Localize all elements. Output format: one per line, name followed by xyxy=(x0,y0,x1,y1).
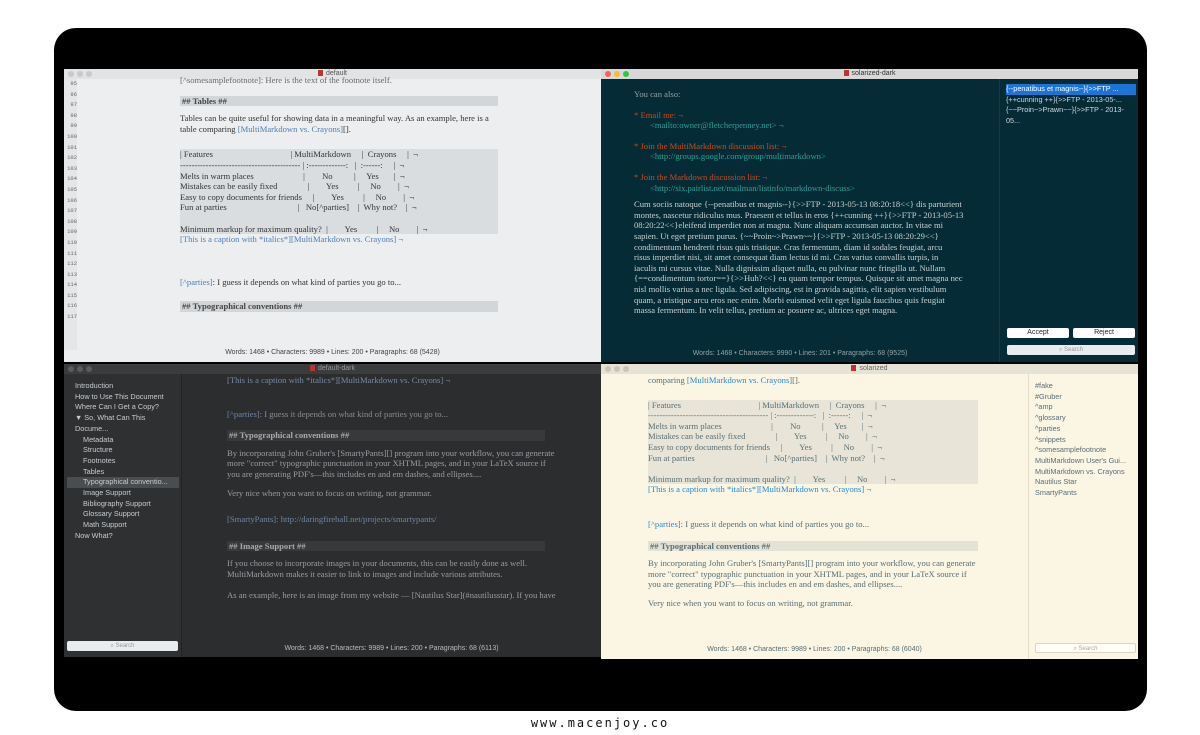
window-solarized-dark xyxy=(601,69,1138,362)
paragraph-line: you are generating PDF's—this includes en and em dashes, and ellipses.... xyxy=(227,468,482,479)
outline-item[interactable]: Typographical conventio... xyxy=(67,477,179,488)
window-controls[interactable] xyxy=(605,71,629,77)
footnote-line: [^parties]: I guess it depends on what kind of parties you go to... xyxy=(180,276,401,287)
zoom-icon[interactable] xyxy=(86,71,92,77)
paragraph-line: iaculis mi cursus vitae. Nulla dignissim aliquet nulla, eu pulvinar nunc fringilla ut. Nullam xyxy=(634,262,946,273)
critic-paragraph xyxy=(634,199,996,316)
line-number: 111 xyxy=(67,249,77,257)
outline-item[interactable]: How to Use This Document xyxy=(75,391,164,401)
changes-list[interactable] xyxy=(1006,84,1136,127)
paragraph-line: MultiMarkdown makes it easier to link to images and include various attributes. xyxy=(227,568,503,579)
outline-item[interactable]: ▼ So, What Can This Docume... xyxy=(75,413,146,433)
table-row: Minimum markup for maximum quality? | Yes | No | ¬ xyxy=(648,473,896,484)
heading-tables: ## Tables ## xyxy=(180,96,498,107)
minimize-icon[interactable] xyxy=(614,366,620,372)
titlebar-solarized-dark[interactable] xyxy=(601,69,1138,79)
outline-item[interactable]: Math Support xyxy=(83,520,127,530)
table-row: ------------------------------------------ | :-------------: | :------: | ¬ xyxy=(648,410,873,421)
footnote-definition: [^somesamplefootnote]: Here is the text of the footnote itself. xyxy=(180,75,392,85)
bullet-link[interactable]: <http://groups.google.com/group/multimarkdown> xyxy=(650,151,826,162)
search-field[interactable]: ⌕ Search xyxy=(1035,643,1136,653)
search-icon: ⌕ xyxy=(1073,646,1079,652)
tag-item[interactable]: Nautilus Star xyxy=(1035,477,1077,487)
tag-item[interactable]: ^amp xyxy=(1035,402,1053,412)
tag-item[interactable]: SmartyPants xyxy=(1035,488,1077,498)
bullet-spacer xyxy=(634,162,996,172)
paragraph-line: As an example, here is an image from my website — [Nautilus Star](#nautilusstar). If you have xyxy=(227,590,556,601)
status-bar: Words: 1468 • Characters: 9989 • Lines: 200 • Paragraphs: 68 (6040) xyxy=(707,646,922,653)
tag-item[interactable]: ^parties xyxy=(1035,423,1061,433)
paragraph-line: {==condimentum tortor==}{>>Huh?<<} eu quam tempor tempus. Quisque sit amet magna nec xyxy=(634,273,963,284)
tag-item[interactable]: ^snippets xyxy=(1035,434,1066,444)
status-bar: Words: 1468 • Characters: 9989 • Lines: 200 • Paragraphs: 68 (6113) xyxy=(284,645,499,652)
search-field[interactable]: ⌕ Search xyxy=(1007,345,1135,355)
footnote-line: [^parties]: I guess it depends on what kind of parties you go to... xyxy=(227,408,448,419)
window-controls[interactable] xyxy=(605,366,629,372)
titlebar-solarized[interactable] xyxy=(601,364,1138,374)
line-number: 114 xyxy=(67,281,77,289)
heading-typographical: ## Typographical conventions ## xyxy=(648,541,978,552)
window-controls[interactable] xyxy=(68,71,92,77)
line-number: 116 xyxy=(67,302,77,310)
line-number: 108 xyxy=(67,217,77,225)
tags-sidebar xyxy=(1028,374,1138,659)
close-icon[interactable] xyxy=(68,366,74,372)
line-number: 95 xyxy=(70,80,77,87)
zoom-icon[interactable] xyxy=(86,366,92,372)
paragraph-line: comparing [MultiMarkdown vs. Crayons][]. xyxy=(648,375,801,385)
paragraph-line: Cum sociis natoque {--penatibus et magnis--}{>>FTP - 2013-05-13 08:20:18<<} dis parturient xyxy=(634,199,962,210)
bullet-spacer xyxy=(634,131,996,141)
paragraph-line: condimentum hendrerit risus quis tristique. Cras fermentum, diam id sodales feugiat, arcu xyxy=(634,241,943,252)
table-row: Fun at parties | No[^parties] | Why not? | ¬ xyxy=(180,202,417,213)
footnote-line: [^parties]: I guess it depends on what kind of parties you go to... xyxy=(648,518,869,529)
paragraph-line: 08:20:22<<}eleifend imperdiet non at magna. Nunc aliquam accumsan auctor. In vitae mi xyxy=(634,220,944,231)
markdown-table xyxy=(180,149,498,234)
bullet-label: * Join the Markdown discussion list: ¬ xyxy=(634,171,768,182)
outline-item[interactable]: Tables xyxy=(83,466,105,476)
window-controls[interactable] xyxy=(68,366,92,372)
outline-item[interactable]: Introduction xyxy=(75,381,114,390)
editor-content[interactable] xyxy=(648,375,1028,609)
markdown-table xyxy=(648,400,978,485)
paragraph-line: quam, a tristique arcu eros nec enim. Morbi euismod velit eget ligula faucibus quis feugiat xyxy=(634,294,945,305)
tag-item[interactable]: MultiMarkdown User's Gui... xyxy=(1035,455,1127,465)
line-number: 99 xyxy=(70,122,77,130)
editor-content[interactable] xyxy=(180,75,598,312)
outline-item[interactable]: Glossary Support xyxy=(83,509,140,519)
outline-item[interactable]: Metadata xyxy=(83,434,114,444)
document-icon xyxy=(851,365,856,371)
footnote-link[interactable]: [^parties] xyxy=(180,276,213,287)
line-number: 113 xyxy=(67,270,77,278)
change-item[interactable]: {~~Proin~>Prawn~~}{>>FTP - 2013-05... xyxy=(1006,105,1124,126)
paragraph-line: table comparing [MultiMarkdown vs. Crayons][]. xyxy=(180,123,351,134)
outline-item[interactable]: Where Can I Get a Copy? xyxy=(75,402,159,412)
paragraph-line xyxy=(227,580,599,591)
line-number: 97 xyxy=(70,101,77,109)
paragraph xyxy=(227,448,599,480)
outline-list[interactable] xyxy=(67,381,179,542)
paragraph-line: If you choose to incorporate images in your documents, this can be easily done as well. xyxy=(227,558,527,569)
table-row: Mistakes can be easily fixed | Yes | No | ¬ xyxy=(648,431,877,442)
table-row: Fun at parties | No[^parties] | Why not? | ¬ xyxy=(648,452,885,463)
line-number: 98 xyxy=(70,111,77,119)
footnote-link[interactable]: [^parties] xyxy=(648,518,681,529)
link-reference: [SmartyPants]: http://daringfireball.net/projects/smartypants/ xyxy=(227,514,437,525)
link-text[interactable]: [MultiMarkdown vs. Crayons] xyxy=(237,123,344,134)
tag-item[interactable]: ^glossary xyxy=(1035,413,1066,423)
close-icon[interactable] xyxy=(68,71,74,77)
window-default-dark xyxy=(64,364,601,657)
footer-url: www.macenjoy.co xyxy=(530,716,670,730)
minimize-icon[interactable] xyxy=(614,71,620,77)
paragraph-line: Tables can be quite useful for showing data in a meaningful way. As an example, here is a xyxy=(180,113,489,124)
outline-item[interactable]: Image Support xyxy=(83,488,131,498)
heading-typographical: ## Typographical conventions ## xyxy=(227,430,545,441)
window-title: default xyxy=(325,70,348,77)
line-number: 104 xyxy=(67,175,77,183)
accept-button[interactable]: Accept xyxy=(1007,328,1069,338)
table-row: Easy to copy documents for friends | Yes | No | ¬ xyxy=(648,441,883,452)
window-solarized xyxy=(601,364,1138,659)
paragraph-line: more "correct" typographic punctuation in your XHTML pages, and in your LaTeX source if xyxy=(227,458,546,469)
paragraph-line: Very nice when you want to focus on writing, not grammar. xyxy=(648,597,853,608)
table-row: Minimum markup for maximum quality? | Yes | No | ¬ xyxy=(180,223,428,234)
line-number: 100 xyxy=(67,132,77,140)
window-title: default-dark xyxy=(318,365,355,372)
tags-list[interactable] xyxy=(1035,381,1137,499)
paragraph-line: more "correct" typographic punctuation in your XHTML pages, and in your LaTeX source if xyxy=(648,568,967,579)
table-caption: [This is a caption with *italics*][MultiMarkdown vs. Crayons] ¬ xyxy=(648,484,872,495)
outline-sidebar xyxy=(64,374,182,657)
table-row: Melts in warm places | No | Yes | ¬ xyxy=(180,170,405,181)
table-row: | Features | MultiMarkdown | Crayons | ¬ xyxy=(648,399,887,410)
reject-button[interactable]: Reject xyxy=(1073,328,1135,338)
search-icon: ⌕ xyxy=(1058,347,1064,353)
outline-item[interactable]: Now What? xyxy=(75,530,113,540)
bullet-label: * Join the MultiMarkdown discussion list: ¬ xyxy=(634,140,787,151)
line-number: 105 xyxy=(67,185,77,193)
tag-item[interactable]: MultiMarkdown vs. Crayons xyxy=(1035,466,1125,476)
link-text[interactable]: [MultiMarkdown vs. Crayons] xyxy=(686,375,793,385)
paragraph-line: montes, nascetur ridiculus mus. Praesent et tellus in eros {++cunning ++}{>>FTP - 2013-05-13 xyxy=(634,209,964,220)
line-number-gutter xyxy=(64,79,77,350)
document-icon xyxy=(310,365,315,371)
line-number: 106 xyxy=(67,196,77,204)
outline-item[interactable]: Structure xyxy=(83,445,113,455)
paragraph-line: risus imperdiet nisi, sit amet consequat diam lectus id mi. Cras varius convallis turpis, in xyxy=(634,252,939,263)
table-row xyxy=(648,463,978,474)
editor-content[interactable] xyxy=(227,375,599,601)
window-title: solarized-dark xyxy=(851,70,896,77)
table-row xyxy=(180,213,498,224)
editor-content[interactable] xyxy=(634,89,996,316)
heading-typographical: ## Typographical conventions ## xyxy=(180,301,498,312)
table-row: ------------------------------------------ | :-------------: | :------: | ¬ xyxy=(180,159,405,170)
table-row: Mistakes can be easily fixed | Yes | No | ¬ xyxy=(180,181,409,192)
paragraph-line: you are generating PDF's—this includes en and em dashes, and ellipses.... xyxy=(648,579,903,590)
paragraph-line: Very nice when you want to focus on writing, not grammar. xyxy=(227,487,432,498)
paragraph xyxy=(648,558,1028,590)
line-number: 101 xyxy=(67,143,77,151)
paragraph-line: By incorporating John Gruber's [SmartyPants][] program into your workflow, you can generate xyxy=(648,558,976,569)
line-number: 102 xyxy=(67,154,77,162)
bullet-link[interactable]: <mailto:owner@fletcherpenney.net> ¬ xyxy=(650,120,784,131)
tag-item[interactable]: ^somesamplefootnote xyxy=(1035,445,1107,455)
change-item[interactable]: {--penatibus et magnis--}{>>FTP ... xyxy=(1006,84,1136,95)
table-caption: [This is a caption with *italics*][MultiMarkdown vs. Crayons] ¬ xyxy=(227,375,451,385)
outline-item[interactable]: Bibliography Support xyxy=(83,498,151,508)
tag-item[interactable]: #fake xyxy=(1035,381,1053,390)
line-number: 117 xyxy=(67,313,77,321)
line-number: 107 xyxy=(67,207,77,215)
paragraph-line: sapien. Ut eget pretium purus. {~~Proin~>Prawn~~}{>>FTP - 2013-05-13 08:20:29<<} xyxy=(634,230,939,241)
search-field[interactable]: ⌕ Search xyxy=(67,641,178,651)
search-icon: ⌕ xyxy=(110,643,116,649)
document-icon xyxy=(844,70,849,76)
table-row: | Features | MultiMarkdown | Crayons | ¬ xyxy=(180,149,419,160)
table-caption: [This is a caption with *italics*][MultiMarkdown vs. Crayons] ¬ xyxy=(180,234,404,245)
paragraph-line: massa fermentum. In velit tellus, pretium ac posuere ac, ultrices eget magna. xyxy=(634,305,898,316)
footnote-link[interactable]: [^parties] xyxy=(227,408,260,419)
bullet-label: * Email me: ¬ xyxy=(634,109,683,120)
bullet-list xyxy=(634,100,996,194)
paragraph xyxy=(227,558,599,600)
line-number: 115 xyxy=(67,291,77,299)
paragraph-line: nisl mollis varius a nec ligula. Sed adipiscing, est in gravida sagittis, elit sapien vestibulum xyxy=(634,283,947,294)
changes-sidebar xyxy=(999,79,1138,362)
titlebar-default-dark[interactable] xyxy=(64,364,601,374)
minimize-icon[interactable] xyxy=(77,366,83,372)
bullet-spacer xyxy=(634,100,996,110)
paragraph-line: By incorporating John Gruber's [SmartyPants][] program into your workflow, you can generate xyxy=(227,447,555,458)
status-bar: Words: 1468 • Characters: 9990 • Lines: 201 • Paragraphs: 68 (9525) xyxy=(692,350,908,357)
window-default xyxy=(64,69,601,362)
zoom-icon[interactable] xyxy=(623,71,629,77)
paragraph-line: You can also: xyxy=(634,89,681,99)
outline-item[interactable]: Footnotes xyxy=(83,455,116,465)
table-row: Easy to copy documents for friends | Yes | No | ¬ xyxy=(180,191,415,202)
close-icon[interactable] xyxy=(605,366,611,372)
heading-image-support: ## Image Support ## xyxy=(227,541,545,552)
window-title: solarized xyxy=(859,365,888,372)
line-number: 96 xyxy=(70,90,77,98)
zoom-icon[interactable] xyxy=(623,366,629,372)
minimize-icon[interactable] xyxy=(77,71,83,77)
line-number: 112 xyxy=(67,260,77,268)
change-item[interactable]: {++cunning ++}{>>FTP - 2013-05-... xyxy=(1006,94,1122,104)
bullet-link[interactable]: <http://six.pairlist.net/mailman/listinfo/markdown-discuss> xyxy=(650,182,855,193)
line-number: 110 xyxy=(67,238,77,246)
line-number: 103 xyxy=(67,164,77,172)
tag-item[interactable]: #Gruber xyxy=(1035,391,1062,401)
line-number: 109 xyxy=(67,228,77,236)
status-bar: Words: 1468 • Characters: 9989 • Lines: 200 • Paragraphs: 68 (5428) xyxy=(225,349,440,356)
table-row: Melts in warm places | No | Yes | ¬ xyxy=(648,420,873,431)
close-icon[interactable] xyxy=(605,71,611,77)
